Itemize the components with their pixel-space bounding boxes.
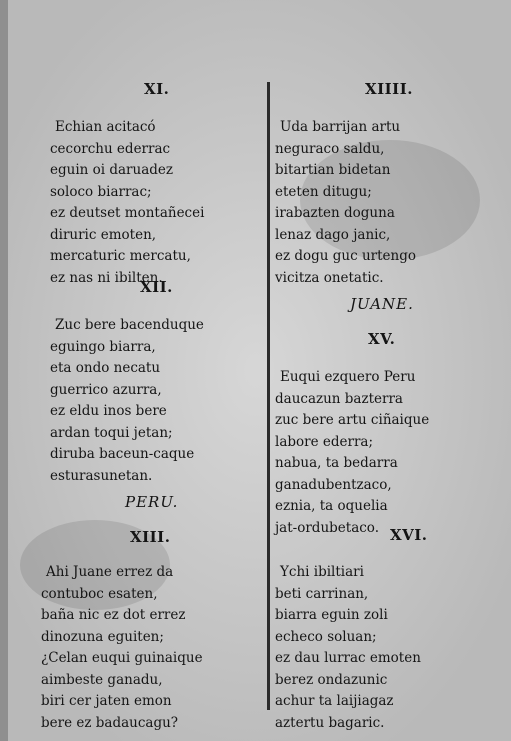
speaker-name: PERU.: [125, 493, 179, 511]
stanza-number: XIII.: [130, 528, 171, 546]
verse-line: vicitza onetatic.: [275, 269, 384, 286]
verse-line: Zuc bere bacenduque: [55, 317, 204, 333]
verse-line: achur ta laijiagaz: [275, 693, 394, 709]
verse-line: Echian acitacó: [55, 119, 156, 135]
verse-line: nabua, ta bedarra: [275, 455, 398, 471]
verse-line: jat-ordubetaco.: [275, 519, 379, 536]
verse-line: zuc bere artu ciñaique: [275, 412, 430, 428]
verse-line: esturasunetan.: [50, 467, 153, 484]
verse-line: ez deutset montañecei: [50, 205, 205, 221]
verse-line: Euqui ezquero Peru: [280, 369, 416, 385]
verse-line: berez ondazunic: [275, 671, 388, 688]
verse-line: ardan toqui jetan;: [50, 424, 173, 441]
verse-line: biri cer jaten emon: [41, 693, 172, 709]
stanza: [41, 562, 203, 734]
verse-line: cecorchu ederrac: [50, 140, 171, 157]
verse-line: ez dogu guc urtengo: [275, 248, 417, 264]
verse-line: ez eldu inos bere: [50, 403, 167, 419]
verse-line: aztertu bagaric.: [275, 714, 385, 731]
verse-line: beti carrinan,: [275, 585, 369, 602]
verse-line: bere ez badaucagu?: [41, 714, 179, 731]
verse-line: contuboc esaten,: [41, 585, 158, 602]
stanza: [50, 117, 204, 289]
stanza-number: XI.: [144, 80, 170, 98]
stanza-number: XIIII.: [365, 80, 413, 98]
verse-line: diruric emoten,: [50, 226, 157, 243]
stanza-number: XVI.: [390, 526, 428, 544]
verse-line: neguraco saldu,: [275, 140, 385, 157]
column-divider: [267, 82, 270, 710]
verse-line: Ahi Juane errez da: [46, 564, 174, 580]
verse-line: guerrico azurra,: [50, 381, 162, 398]
verse-line: daucazun bazterra: [275, 390, 403, 407]
speaker-name: JUANE.: [350, 295, 414, 313]
stanza: [275, 562, 421, 734]
verse-line: ganadubentzaco,: [275, 476, 392, 493]
verse-line: eznia, ta oquelia: [275, 498, 388, 514]
verse-line: ez nas ni ibilten.: [50, 269, 163, 286]
verse-line: ¿Celan euqui guinaique: [41, 650, 203, 666]
stanza: [275, 367, 429, 539]
verse-line: biarra eguin zoli: [275, 607, 388, 623]
stanza: [50, 315, 204, 487]
verse-line: Uda barrijan artu: [280, 119, 401, 135]
stanza: [275, 117, 416, 289]
verse-line: ez dau lurrac emoten: [275, 650, 421, 666]
verse-line: echeco soluan;: [275, 628, 377, 645]
verse-line: bitartian bidetan: [275, 162, 391, 178]
verse-line: Ychi ibiltiari: [280, 564, 364, 580]
verse-line: lenaz dago janic,: [275, 226, 391, 243]
verse-line: diruba baceun-caque: [50, 446, 195, 462]
stanza-number: XII.: [140, 278, 173, 296]
verse-line: eguingo biarra,: [50, 338, 156, 355]
verse-line: eteten ditugu;: [275, 183, 372, 200]
verse-line: irabazten doguna: [275, 205, 395, 221]
verse-line: eta ondo necatu: [50, 360, 161, 376]
verse-line: soloco biarrac;: [50, 183, 152, 200]
verse-line: eguin oi daruadez: [50, 162, 173, 178]
stanza-number: XV.: [368, 330, 396, 348]
page-edge-shadow: [0, 0, 8, 741]
verse-line: baña nic ez dot errez: [41, 607, 186, 623]
verse-line: labore ederra;: [275, 433, 373, 450]
verse-line: dinozuna eguiten;: [41, 628, 164, 645]
verse-line: aimbeste ganadu,: [41, 671, 163, 688]
verse-line: mercaturic mercatu,: [50, 248, 191, 264]
